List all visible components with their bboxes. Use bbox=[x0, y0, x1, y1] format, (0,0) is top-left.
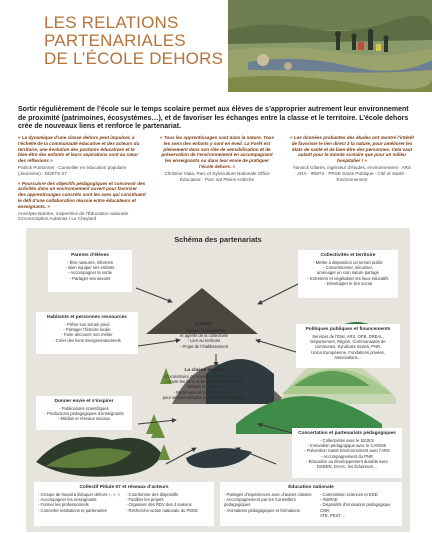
partnership-diagram bbox=[26, 228, 410, 532]
panel-item: pour assurer sécurité et qualité pédagogique bbox=[162, 394, 246, 400]
box-item: - Partager ses savoirs bbox=[69, 275, 111, 281]
box-collectif bbox=[34, 482, 214, 526]
box-item: - Former les professionnels bbox=[38, 502, 89, 508]
title-line-1: LES RELATIONS bbox=[44, 13, 179, 32]
box-item: - Accompagner les enseignants bbox=[38, 497, 97, 503]
box-item: - Être rassurés, informés bbox=[67, 260, 113, 265]
box-item: DSDEN, DAAC, les Éclaireurs… bbox=[316, 464, 378, 470]
outdoor-class-photo bbox=[228, 0, 432, 92]
quote-text: « La dynamique d’une classe dehors peut impulser, à l’échelle de la communauté éducative et des acteurs du territoire, une évolution des postures éducatives et le bien-être des enfants et leurs aspirations sont au cœur des réflexions » bbox=[18, 135, 140, 164]
box-title: Politiques publiques et financements bbox=[305, 327, 391, 332]
box-item: - Accompagnement du PNR bbox=[321, 453, 373, 459]
quotes-section bbox=[18, 135, 418, 223]
panel-item: - Équipe : enseignants bbox=[183, 328, 225, 333]
box-item: - Partages d’expériences avec d’autres classes bbox=[224, 492, 312, 497]
box-item: communes, Syndicats mixtes, PNR, bbox=[314, 344, 382, 350]
box-item: - Faciliter les projets bbox=[126, 497, 164, 503]
panel-item: - Coconstruire de nouvelles formes scolaires bbox=[162, 374, 246, 379]
box-item: - Prêter son terrain privé bbox=[64, 322, 110, 327]
box-item: - Publications scientifiques bbox=[59, 406, 109, 411]
panel-title: La classe dehors bbox=[184, 368, 224, 373]
box-parents bbox=[48, 250, 132, 292]
quote-text: « Tous les apprentissages sont dans la nature. Tous les sens des enfants y sont en éveil. La Forêt est pleinement dans son rôle de sensibilisation et de préservation de l’environnement en accompagnant les enseignants ou dans leur envie de pratiquer l’école dehors. » bbox=[159, 135, 275, 169]
box-item: - Éducation au développement durable avec bbox=[306, 458, 388, 464]
box-title: Collectif Pitiule 07 et réseaux d’acteurs bbox=[79, 485, 169, 490]
box-item: ATE, PEST… bbox=[320, 512, 346, 518]
panel-item: - Partenariat et travail en binôme bbox=[173, 389, 235, 395]
box-item: - Accompagnement par les Conseillers bbox=[224, 497, 296, 503]
quote-column-3 bbox=[288, 135, 416, 182]
box-item: - Faire découvrir son métier bbox=[61, 332, 113, 338]
box-title: Collectivités et territoire bbox=[320, 253, 376, 258]
box-donner-envie bbox=[36, 396, 132, 430]
box-item: - Animations pédagogiques et formations bbox=[224, 507, 300, 513]
box-item: - Entretenir et végétaliser les lieux éducatifs bbox=[307, 275, 389, 281]
box-habitants bbox=[36, 312, 138, 354]
box-item: Services de l’État, ARS, OFB, DREAL, bbox=[312, 334, 384, 339]
panel-classe-dehors bbox=[144, 368, 264, 400]
box-item: - Créer des liens intergénérationnels bbox=[53, 337, 121, 343]
box-item: - Développer le lien social bbox=[324, 280, 372, 286]
collectif-list-left bbox=[38, 492, 122, 513]
box-item: - Organiser des RDV des 4 saisons bbox=[126, 502, 192, 508]
diagram-title: Schéma des partenariats bbox=[174, 235, 262, 244]
panel-item: "dehors et dedans" bbox=[186, 384, 222, 390]
box-item: Union Européenne, Fondations privées, bbox=[311, 349, 385, 355]
box-item: - INSPAE bbox=[320, 497, 338, 503]
panel-ecole bbox=[166, 322, 242, 349]
box-item: - Partager l’histoire locale bbox=[63, 327, 111, 333]
education-list-left bbox=[224, 492, 316, 513]
box-item: - Collectivités avec le SEJES bbox=[320, 438, 374, 443]
quote-column-1 bbox=[18, 135, 146, 222]
header bbox=[0, 0, 432, 96]
box-item: aménager un coin nature partagé bbox=[317, 270, 379, 276]
box-item: - Dispositifs d’innovation pédagogique CNR, bbox=[320, 502, 391, 513]
box-item: Associations… bbox=[334, 354, 362, 360]
title-line-2: PARTENARIALES bbox=[44, 31, 186, 50]
box-item: - Commission sciences et EDD bbox=[320, 492, 378, 497]
panel-item: - Faire les liens entre les apprentissages bbox=[166, 379, 242, 385]
box-title: Parents d’élèves bbox=[71, 253, 109, 258]
box-education-nationale bbox=[220, 482, 402, 526]
quote-column-2 bbox=[158, 135, 276, 182]
quote-source: Patrick Pontonnet · Conseiller en éducation populaire (Jeunesse) · DDETS 07 bbox=[18, 164, 127, 176]
box-item: - Prévention Santé Environnement avec l’ARS bbox=[304, 448, 390, 454]
title-line-3: DE L’ÉCOLE DEHORS bbox=[44, 49, 224, 68]
panel-item: - Projet de l’établissement bbox=[179, 343, 229, 349]
box-title: Éducation nationale bbox=[288, 485, 334, 490]
quote-text: « Poursuivre des objectifs pédagogiques et concevoir des activités dans un environnement ouvert pour favoriser des apprentissages concrets sont les axes qui constituent le défi d’une collaboration réussie entre éducateurs et enseignants. » bbox=[18, 180, 146, 209]
panel-item: et agents de la collectivité bbox=[180, 333, 228, 339]
dark-rock-shape bbox=[186, 448, 252, 468]
box-item: pédagogiques bbox=[224, 502, 251, 508]
panel-title: L’école bbox=[195, 322, 213, 327]
box-politiques bbox=[296, 324, 400, 368]
box-item: - Innovation pédagogique avec le CARDIE bbox=[307, 443, 387, 449]
box-title: Concertation et partenariats pédagogiques bbox=[298, 431, 396, 436]
box-concertation bbox=[292, 428, 402, 478]
box-item: - Concerter institutions et partenaires bbox=[38, 507, 107, 513]
box-item: - Mettre à disposition un terrain public bbox=[313, 260, 383, 265]
box-item: - Accompagner la sortie bbox=[68, 270, 112, 276]
box-title: Donner envie et s’inspirer bbox=[54, 399, 114, 404]
quote-source: Christine Viala, Parc et Sylviculture Nationale Office Éducateur · Parc nat Pleins Ardèche bbox=[164, 170, 270, 182]
box-item: - Coordonner des dispositifs bbox=[126, 492, 179, 497]
box-item: - Groupe de travail à Éduquer dehors », », » bbox=[38, 492, 120, 497]
box-title: Habitants et personnes ressources bbox=[47, 315, 127, 320]
collectif-list-right bbox=[126, 492, 212, 513]
box-item: - Conventionner, sécuriser, bbox=[323, 265, 373, 271]
box-item: Département, Région, Communautés de bbox=[310, 339, 386, 345]
intro-paragraph: Sortir régulièrement de l’école sur le temps scolaire permet aux élèves de s’approprier autrement leur environnement de proximité (patrimoines, écosystèmes…), et de favoriser les échanges entre la classe et le territoire. L’école dehors crée de nouveaux liens et renforce le partenariat. bbox=[18, 106, 409, 131]
quote-source: Annelyse Barrère, inspectrice de l’Éducation nationale · Circonscription Aubenas / Le Cheylard bbox=[18, 210, 131, 222]
quote-source: Yannick Gilarès, ingénieur d’études, environnement · ARS ARA · IREPS · PRSE Santé Publique · Cité et Santé · Environnement bbox=[292, 164, 412, 182]
box-item: - Bien équiper ses enfants bbox=[65, 265, 115, 271]
box-collectivites bbox=[298, 250, 398, 298]
box-item: - Médias et réseaux sociaux bbox=[57, 416, 111, 422]
quote-text: « Les données probantes des études ont montré l’intérêt de favoriser le lien direct à la nature, pour améliorer les états de santé et de bien-être des personnes. Cela vaut autant pour le monde scolaire que pour un milieu hospitalier ! » bbox=[290, 135, 414, 164]
box-item: - Productions pédagogiques d’enseignants bbox=[44, 411, 124, 417]
education-list-right bbox=[320, 492, 400, 518]
panel-item: - Lien au territoire bbox=[187, 338, 221, 344]
page-title bbox=[44, 14, 224, 68]
box-item: - Recherche-action nationale du PEDE bbox=[126, 507, 198, 513]
